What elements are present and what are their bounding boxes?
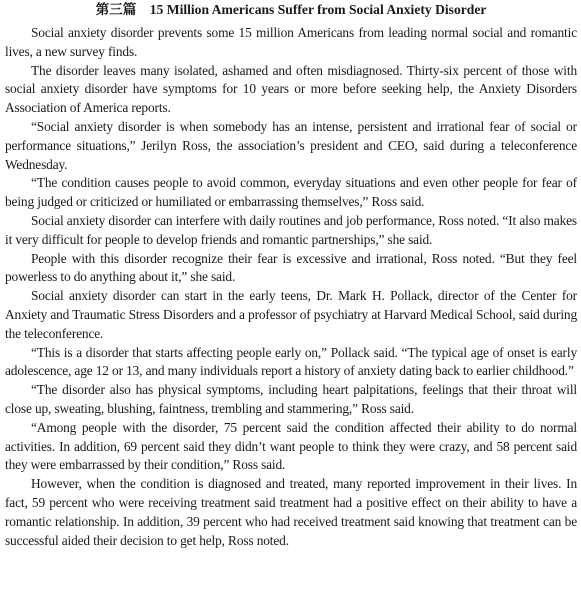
section-label: 第三篇 [95,2,137,17]
paragraph: Social anxiety disorder can start in the early teens, Dr. Mark H. Pollack, director of the Center for Anxiety and Traumatic Stress Disorders and a professor of psychiatry at Harvard Medical School, said during the teleconference. [5,288,577,341]
paragraph: Social anxiety disorder prevents some 15 million Americans from leading normal social and romantic lives, a new survey finds. [5,25,577,59]
paragraph: “This is a disorder that starts affecting people early on,” Pollack said. “The typical age of onset is early adolescence, age 12 or 13, and many individuals report a history of anxiety dating back to earlier childhood.” [5,344,577,379]
paragraph: “The disorder also has physical symptoms, including heart palpitations, feelings that their throat will close up, sweating, blushing, faintness, trembling and stammering,” Ross said. [5,382,577,416]
paragraph: “Social anxiety disorder is when somebody has an intense, persistent and irrational fear of social or performance situations,” Jerilyn Ross, the association’s president and CEO, said during a teleconference Wednesday. [5,118,577,172]
title-text: 15 Million Americans Suffer from Social Anxiety Disorder [149,2,487,17]
paragraph: The disorder leaves many isolated, ashamed and often misdiagnosed. Thirty-six percent of those with social anxiety disorder have symptoms for 10 years or more before seeking help, the Anxiety Disorders Association of America reports. [5,62,577,116]
paragraph: “The condition causes people to avoid common, everyday situations and even other people for fear of being judged or criticized or humiliated or embarrassing themselves,” Ross said. [5,175,577,210]
paragraph: People with this disorder recognize their fear is excessive and irrational, Ross noted. “But they feel powerless to do anything about it,” she said. [5,250,577,285]
paragraph: However, when the condition is diagnosed and treated, many reported improvement in their lives. In fact, 59 percent who were receiving treatment said treatment had a positive effect on their ability to have a romantic relationship. In addition, 39 percent who had received treatment said knowing that treatment can be successful aided their decision to get help, Ross noted. [5,476,577,548]
article-body [5,24,577,550]
paragraph: Social anxiety disorder can interfere with daily routines and job performance, Ross noted. “It also makes it very difficult for people to develop friends and romantic partnerships,” she said. [5,212,577,247]
article-title [5,0,577,24]
paragraph: “Among people with the disorder, 75 percent said the condition affected their ability to do normal activities. In addition, 69 percent said they didn’t want people to think they were crazy, and 58 percent said they were embarrassed by their condition,” Ross said. [5,419,577,473]
